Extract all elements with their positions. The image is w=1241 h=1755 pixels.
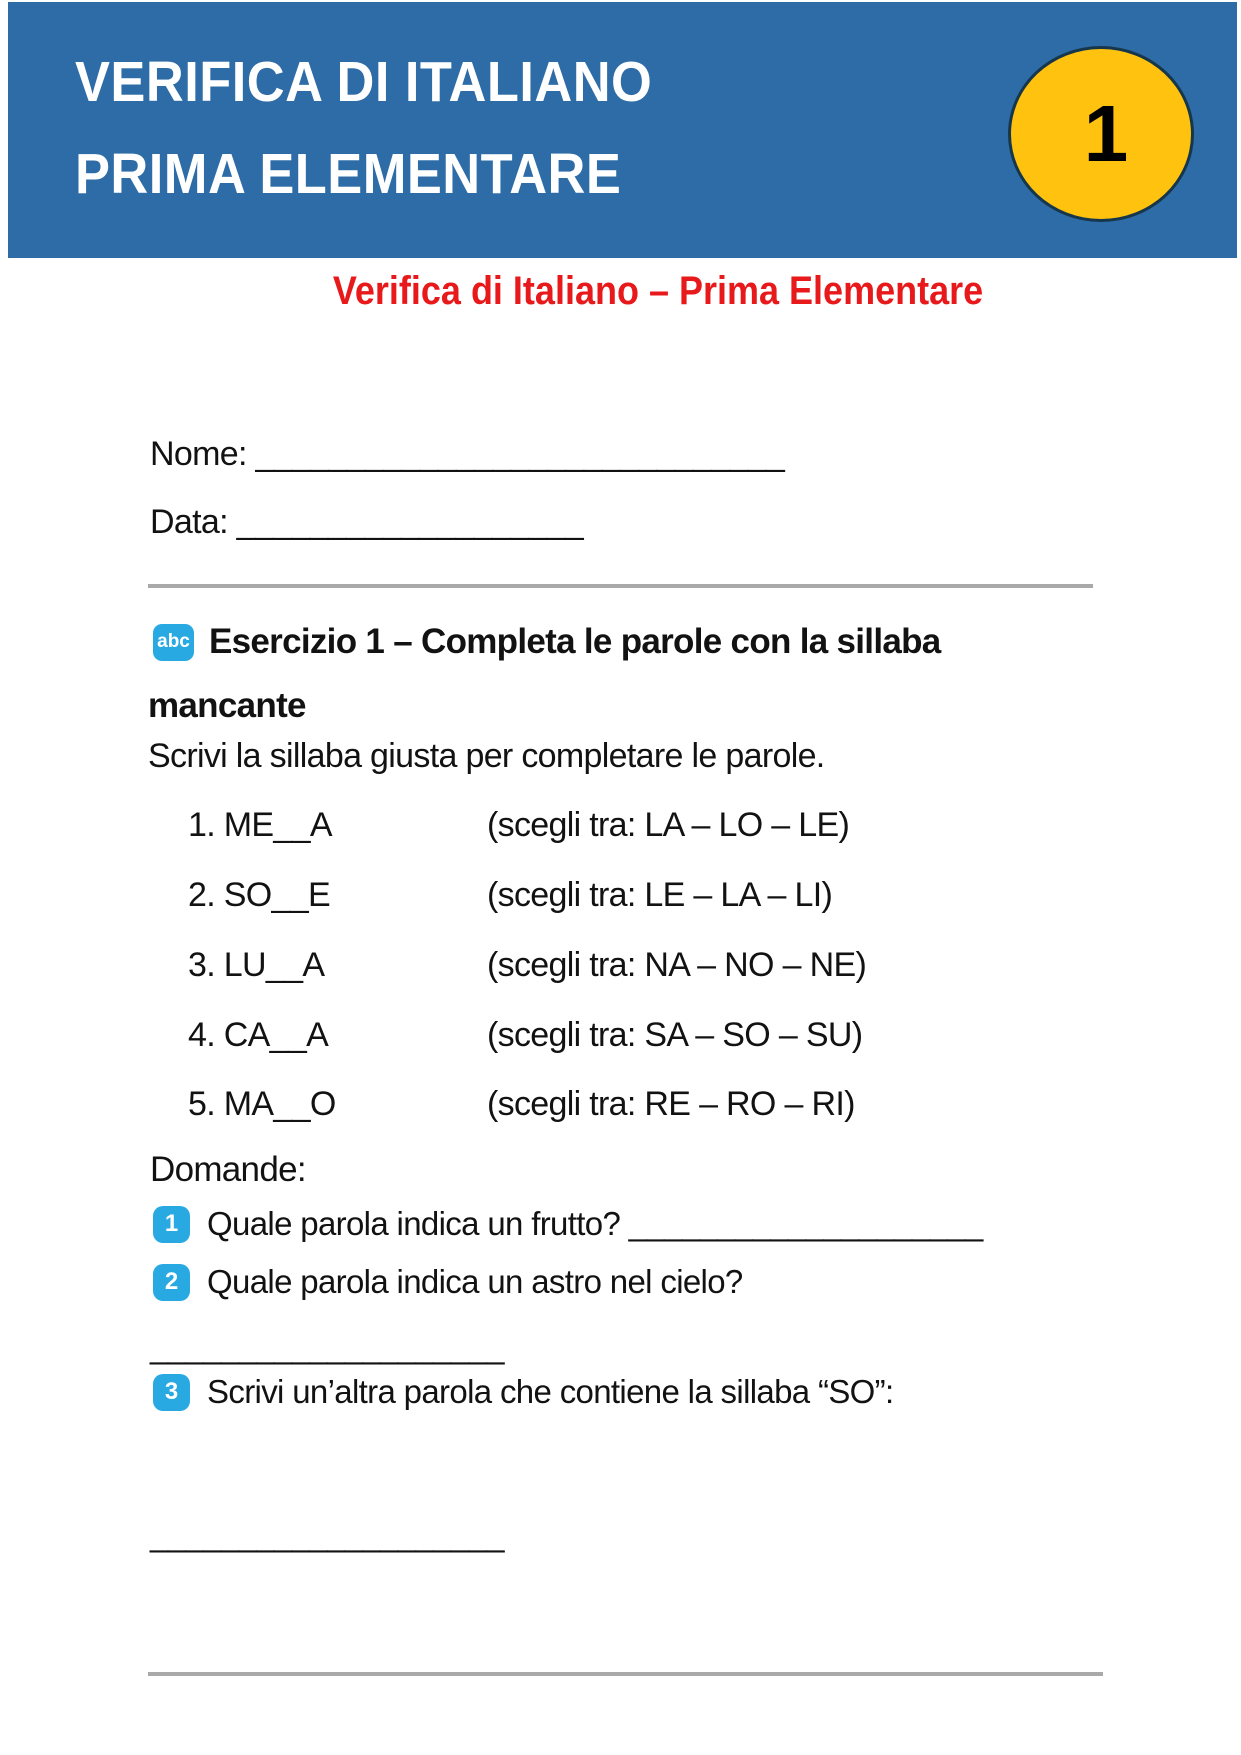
exercise-heading-row: [153, 622, 941, 662]
page-number-badge: [1008, 46, 1194, 222]
question-text: Scrivi un’altra parola che contiene la sillaba “SO”:: [207, 1373, 894, 1410]
question-number-badge: 2: [153, 1264, 190, 1301]
answer-line: ____________________: [150, 1516, 504, 1553]
list-item: [188, 1015, 862, 1055]
exercise-title-line2: mancante: [148, 686, 306, 725]
question-row: [153, 1205, 983, 1243]
divider-bottom: [148, 1672, 1103, 1676]
exercise-instruction: Scrivi la sillaba giusta per completare le parole.: [148, 737, 825, 775]
item-choices: (scegli tra: LE – LA – LI): [487, 876, 833, 914]
questions-heading: Domande:: [150, 1150, 306, 1189]
abc-icon: abc: [153, 624, 194, 661]
header-title-line2: PRIMA ELEMENTARE: [75, 142, 622, 206]
question-row: [153, 1263, 743, 1301]
list-item: [188, 945, 866, 985]
name-field: Nome: _____________________________: [150, 435, 785, 473]
header-title-line1: VERIFICA DI ITALIANO: [75, 50, 653, 114]
exercise-title-line1: Esercizio 1 – Completa le parole con la sillaba: [209, 622, 941, 661]
item-word: 1. ME__A: [188, 806, 332, 844]
question-text: Quale parola indica un astro nel cielo?: [207, 1263, 743, 1300]
question-row: [153, 1373, 894, 1411]
item-word: 5. MA__O: [188, 1085, 336, 1123]
item-word: 4. CA__A: [188, 1016, 329, 1054]
item-word: 2. SO__E: [188, 876, 330, 914]
item-choices: (scegli tra: NA – NO – NE): [487, 946, 867, 984]
document-subtitle: Verifica di Italiano – Prima Elementare: [332, 269, 984, 313]
item-choices: (scegli tra: LA – LO – LE): [487, 806, 850, 844]
question-number-badge: 3: [153, 1374, 190, 1411]
page-number: 1: [1083, 89, 1129, 178]
item-choices: (scegli tra: RE – RO – RI): [487, 1085, 855, 1123]
item-choices: (scegli tra: SA – SO – SU): [487, 1016, 863, 1054]
divider-top: [148, 584, 1093, 588]
list-item: [188, 805, 849, 845]
header-band: [8, 2, 1237, 258]
date-field: Data: ___________________: [150, 503, 583, 541]
list-item: [188, 1084, 855, 1124]
question-text: Quale parola indica un frutto? ____________________: [207, 1205, 983, 1242]
answer-line: ____________________: [150, 1328, 504, 1365]
item-word: 3. LU__A: [188, 946, 325, 984]
list-item: [188, 875, 832, 915]
question-number-badge: 1: [153, 1206, 190, 1243]
